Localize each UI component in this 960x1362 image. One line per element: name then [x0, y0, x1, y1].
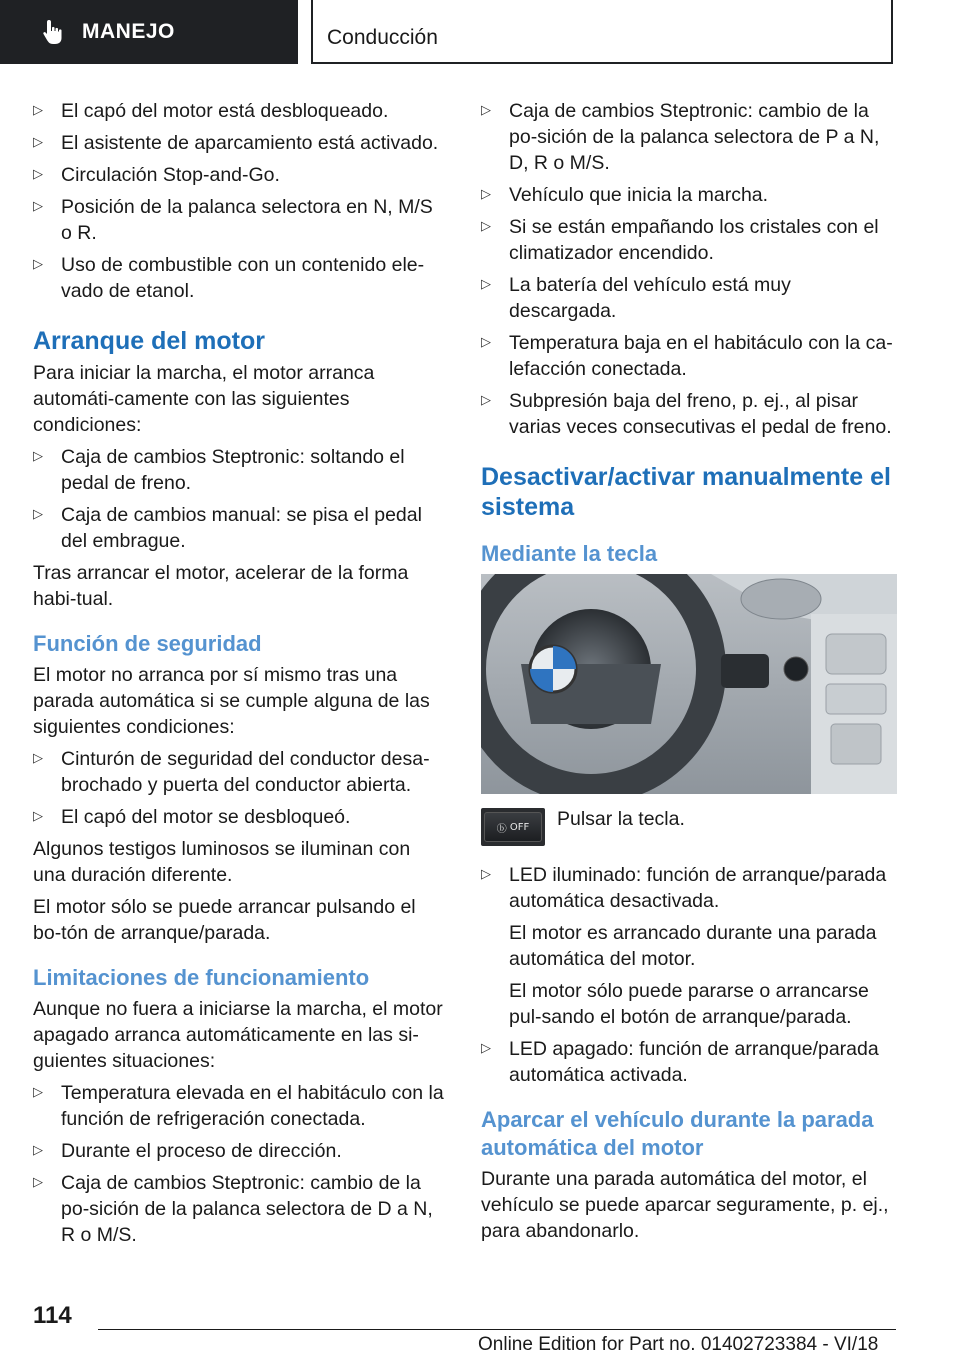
heading-seguridad: Función de seguridad — [33, 631, 262, 656]
sub-paragraph: El motor es arrancado durante una parada automática del motor. — [509, 922, 877, 970]
key-instruction — [481, 808, 897, 846]
heading-desactivar: Desactivar/activar manualmente el sistema — [481, 463, 891, 521]
edition-note: Online Edition for Part no. 01402723384 - VI/18 — [478, 1334, 879, 1355]
chapter-tab — [311, 0, 893, 64]
list-item: ▷ El capó del motor se desbloqueó. — [33, 804, 448, 830]
list-item: ▷ Posición de la palanca selectora en N, M/S o R. — [33, 194, 448, 246]
list-item: ▷ LED iluminado: función de arranque/parada automática desactivada. — [481, 862, 897, 914]
heading-aparcar: Aparcar el vehículo durante la parada automática del motor — [481, 1107, 874, 1160]
auto-start-stop-button[interactable]: ⓑ OFF — [484, 812, 542, 842]
list-item: ▷ El asistente de aparcamiento está activado. — [33, 130, 448, 156]
right-column — [481, 98, 897, 1250]
list-item: ▷ Caja de cambios Steptronic: soltando el pedal de freno. — [33, 444, 448, 496]
steering-wheel-photo — [481, 574, 897, 794]
list-item: ▷ Caja de cambios Steptronic: cambio de la po‐sición de la palanca selectora de D a N, R o M/S. — [33, 1170, 448, 1248]
paragraph: El motor sólo se puede arrancar pulsando el bo‐tón de arranque/parada. — [33, 896, 416, 944]
list-item: ▷ Cinturón de seguridad del conductor desa‐brochado y puerta del conductor abierta. — [33, 746, 448, 798]
paragraph: Durante una parada automática del motor, el vehículo se puede aparcar seguramente, p. ej., para abandonarlo. — [481, 1168, 889, 1242]
list-item: ▷ Vehículo que inicia la marcha. — [481, 182, 897, 208]
heading-tecla: Mediante la tecla — [481, 541, 658, 566]
section-title: MANEJO — [82, 20, 175, 43]
a-off-icon: ⓑ — [496, 823, 507, 835]
list-item: ▷ Si se están empañando los cristales con el climatizador encendido. — [481, 214, 897, 266]
page-header — [0, 0, 960, 66]
left-column — [33, 98, 448, 1254]
page-number: 114 — [33, 1302, 72, 1329]
list-item: ▷ Temperatura baja en el habitáculo con la ca‐lefacción conectada. — [481, 330, 897, 382]
list-item: ▷ Circulación Stop-and-Go. — [33, 162, 448, 188]
list-item: ▷ Temperatura elevada en el habitáculo con la función de refrigeración conectada. — [33, 1080, 448, 1132]
list-item: ▷ El capó del motor está desbloqueado. — [33, 98, 448, 124]
chapter-title: Conducción — [327, 26, 438, 49]
list-item: ▷ Uso de combustible con un contenido ele‐vado de etanol. — [33, 252, 448, 304]
paragraph: El motor no arranca por sí mismo tras una parada automática si se cumple alguna de las siguientes condiciones: — [33, 664, 430, 738]
list-item: ▷ Caja de cambios manual: se pisa el pedal del embrague. — [33, 502, 448, 554]
list-item: ▷ Durante el proceso de dirección. — [33, 1138, 448, 1164]
heading-arranque: Arranque del motor — [33, 327, 265, 355]
footer-divider — [98, 1329, 896, 1330]
list-item: ▷ Subpresión baja del freno, p. ej., al pisar varias veces consecutivas el pedal de freno. — [481, 388, 897, 440]
list-item: ▷ La batería del vehículo está muy descargada. — [481, 272, 897, 324]
key-instruction-text: Pulsar la tecla. — [557, 808, 685, 830]
heading-limitaciones: Limitaciones de funcionamiento — [33, 965, 370, 990]
list-item: ▷ LED apagado: función de arranque/parada automática activada. — [481, 1036, 897, 1088]
auto-start-stop-key — [481, 808, 545, 846]
paragraph: Para iniciar la marcha, el motor arranca automáti‐camente con las siguientes condiciones: — [33, 362, 375, 436]
paragraph: Aunque no fuera a iniciarse la marcha, el motor apagado arranca automáticamente en las si‐guientes situaciones: — [33, 998, 443, 1072]
sub-paragraph: El motor sólo puede pararse o arrancarse pul‐sando el botón de arranque/parada. — [509, 980, 869, 1028]
hand-touch-icon — [38, 17, 68, 47]
section-tab[interactable] — [0, 0, 298, 64]
paragraph: Tras arrancar el motor, acelerar de la forma habi‐tual. — [33, 562, 409, 610]
paragraph: Algunos testigos luminosos se iluminan con una duración diferente. — [33, 838, 411, 886]
list-item: ▷ Caja de cambios Steptronic: cambio de la po‐sición de la palanca selectora de P a N, D, R o M/S. — [481, 98, 897, 176]
